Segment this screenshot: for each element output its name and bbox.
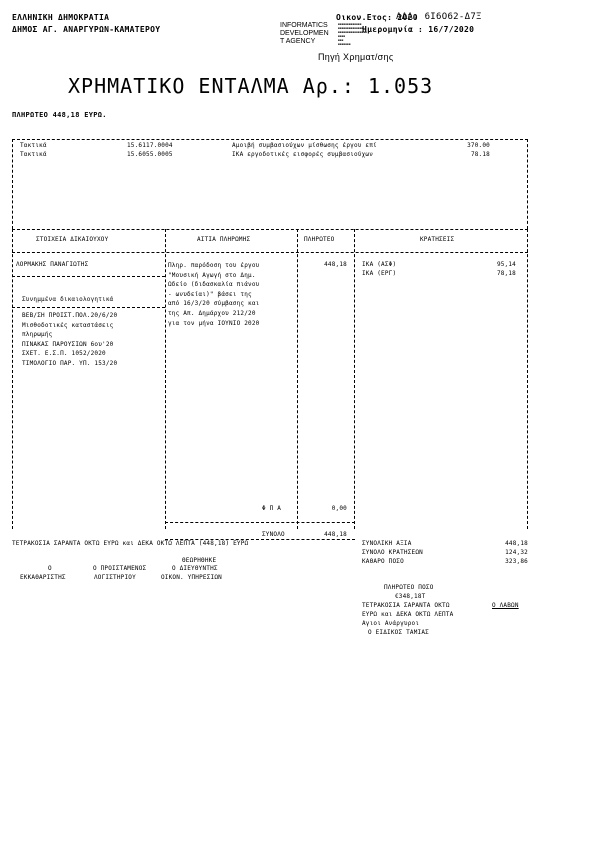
reason-line: Πληρ. παρόδοση του έργου	[168, 262, 260, 269]
table-header-bottom-border	[12, 252, 528, 253]
issuer-state: ΕΛΛΗΝΙΚΗ ΔΗΜΟΚΡΑΤΙΑ	[12, 13, 110, 22]
reason-line: από 16/3/20 σύμβασης και	[168, 300, 260, 308]
account-amount: 78.18	[470, 151, 490, 158]
receipt-words-line1: ΤΕΤΡΑΚΟΣΙΑ ΣΑΡΑΝΤΑ ΟΚΤΩ	[362, 602, 450, 609]
attached-documents-label: Συνημμένα δικαιολογητικά	[22, 296, 114, 303]
document-item: ΣΧΕΤ. Ε.Σ.Π. 1052/2020	[22, 350, 106, 358]
total-label: ΣΥΝΟΛΟ	[262, 531, 285, 538]
funding-source: Πηγή Χρηματ/σης	[318, 52, 394, 62]
summary-value: 124,32	[505, 549, 528, 556]
reason-line: - ωνυδείαι)" βάσει της	[168, 290, 252, 298]
document-item: ΤΙΜΟΛΟΓΙΟ ΠΑΡ. ΥΠ. 153/20	[22, 359, 118, 367]
document-title: ΧΡΗΜΑΤΙΚΟ ΕΝΤΑΛΜΑ Αρ.: 1.053	[68, 74, 434, 98]
accounts-left-border	[12, 139, 13, 229]
account-type: Τακτικά	[20, 142, 47, 149]
document-item: πληρωμής	[22, 331, 53, 339]
total-top-border	[165, 522, 355, 523]
ada-number: ΑΔΑ: 6Ι6Ο62-Δ7Ξ	[396, 12, 482, 22]
column-header-payable: ΠΛΗΡΩΤΕΟ	[304, 236, 335, 243]
summary-value: 448,18	[505, 540, 528, 547]
signature-role: ΕΚΚΑΘΑΡΙΣΤΗΣ	[20, 574, 66, 581]
account-description: Αμοιβή συμβασιούχων μίσθωσης έργου επί	[232, 142, 377, 149]
receipt-title: ΠΛΗΡΩΤΕΟ ΠΟΣΟ	[384, 584, 434, 591]
column-divider-3	[354, 229, 355, 529]
stamp-microtext: ■■■■■■■■■■■■■ ■■■■■■■■■■■■■■ ■■■■■■■■■■■■■■■■ ■■■■ ■■■ ■■■■■■■	[338, 22, 367, 46]
account-amount: 370.00	[467, 142, 490, 149]
deduction-label: ΙΚΑ (ΑΣΦ)	[362, 261, 397, 268]
deduction-amount: 95,14	[496, 261, 516, 268]
summary-value: 323,86	[505, 558, 528, 565]
signature-title: Ο	[48, 565, 52, 572]
account-code: 15.6055.0005	[127, 151, 173, 158]
creditor-name: ΛΟΡΜΑΚΗΣ ΠΑΝΑΓΙΩΤΗΣ	[16, 261, 89, 268]
summary-label: ΣΥΝΟΛΙΚΗ ΑΞΙΑ	[362, 540, 412, 547]
stamp-line-3: T AGENCY	[280, 38, 316, 45]
column-header-creditor: ΣΤΟΙΧΕΙΑ ΔΙΚΑΙΟΥΧΟΥ	[36, 236, 109, 243]
summary-label: ΣΥΝΟΛΟ ΚΡΑΤΗΣΕΩΝ	[362, 549, 423, 556]
column-header-reason: ΑΙΤΙΑ ΠΛΗΡΩΜΗΣ	[197, 236, 251, 243]
signature-role: ΛΟΓΙΣΤΗΡΙΟΥ	[94, 574, 136, 581]
table-header-top-border	[12, 229, 528, 230]
documents-divider	[12, 307, 165, 308]
table-right-border	[527, 229, 528, 529]
account-code: 15.6117.0004	[127, 142, 173, 149]
account-type: Τακτικά	[20, 151, 47, 158]
document-item: Μισθοδοτικές καταστάσεις	[22, 321, 114, 329]
account-description: ΙΚΑ εργοδοτικές εισφορές συμβασιούχων	[232, 151, 374, 158]
deduction-label: ΙΚΑ (ΕΡΓ)	[362, 270, 397, 277]
receipt-words-line2: ΕΥΡΩ και ΔΕΚΑ ΟΚΤΩ ΛΕΠΤΑ	[362, 611, 454, 618]
signature-title: Ο ΠΡΟΙΣΤΑΜΕΝΟΣ	[93, 565, 147, 572]
date-label: Ημερομηνία	[362, 25, 414, 34]
accounts-right-border	[527, 139, 528, 229]
payable-line: ΠΛΗΡΩΤΕΟ 448,18 ΕΥΡΩ.	[12, 111, 107, 119]
fpa-amount: 0,00	[331, 505, 347, 512]
receipt-place: Αγιοι Ανάργυροι	[362, 620, 420, 627]
digital-signature-stamp	[280, 22, 329, 46]
signature-role: ΟΙΚΟΝ. ΥΠΗΡΕΣΙΩΝ	[161, 574, 222, 581]
payment-reason	[168, 261, 260, 328]
table-left-border	[12, 229, 13, 529]
column-divider-1	[165, 229, 166, 529]
fiscal-year: Οικον.Ετος: 2020	[336, 13, 418, 22]
reason-line: Ωδείο (διδασκαλία πιάνου	[168, 281, 260, 289]
attached-documents-list	[22, 311, 117, 369]
accounts-top-border	[12, 139, 528, 140]
reason-line: για τον μήνα ΙΟΥΝΙΟ 2020	[168, 319, 260, 327]
date-value: : 16/7/2020	[418, 25, 475, 34]
approved-label: ΘΕΩΡΗΘΗΚΕ	[182, 557, 217, 564]
summary-label: ΚΑΘΑΡΟ ΠΟΣΟ	[362, 558, 404, 565]
receiver-label: Ο ΛΑΒΩΝ	[492, 602, 519, 609]
document-item: ΒΕΒ/ΣΗ ΠΡΟΙΣΤ.ΠΟΛ.20/6/20	[22, 312, 118, 319]
document-item: ΠΙΝΑΚΑΣ ΠΑΡΟΥΣΙΩΝ 6ου'20	[22, 340, 114, 348]
payable-amount: 448,18	[324, 261, 347, 268]
stamp-line-1: INFORMATICS	[280, 22, 328, 29]
amount-in-words: ΤΕΤΡΑΚΟΣΙΑ ΣΑΡΑΝΤΑ ΟΚΤΩ ΕΥΡΩ και ΔΕΚΑ ΟΚΤΩ ΛΕΠΤΑ (448,18) ΕΥΡΩ	[12, 540, 249, 547]
reason-line: της Απ. Δημάρχου 212/20	[168, 309, 256, 317]
creditor-divider	[12, 276, 165, 277]
total-amount: 448,18	[324, 531, 347, 538]
reason-line: "Μουσική Αγωγή στο Δημ.	[168, 271, 256, 279]
receipt-amount: €348,18Τ	[395, 593, 426, 600]
column-header-deductions: ΚΡΑΤΗΣΕΙΣ	[420, 236, 455, 243]
issuer-municipality: ΔΗΜΟΣ ΑΓ. ΑΝΑΡΓΥΡΩΝ-ΚΑΜΑΤΕΡΟΥ	[12, 25, 161, 34]
stamp-line-2: DEVELOPMEN	[280, 30, 329, 37]
column-divider-2	[297, 229, 298, 529]
deduction-amount: 78,18	[496, 270, 516, 277]
cashier-label: Ο ΕΙΔΙΚΟΣ ΤΑΜΙΑΣ	[368, 629, 429, 636]
fpa-label: Φ Π Α	[262, 505, 282, 512]
signature-title: Ο ΔΙΕΥΘΥΝΤΗΣ	[172, 565, 218, 572]
